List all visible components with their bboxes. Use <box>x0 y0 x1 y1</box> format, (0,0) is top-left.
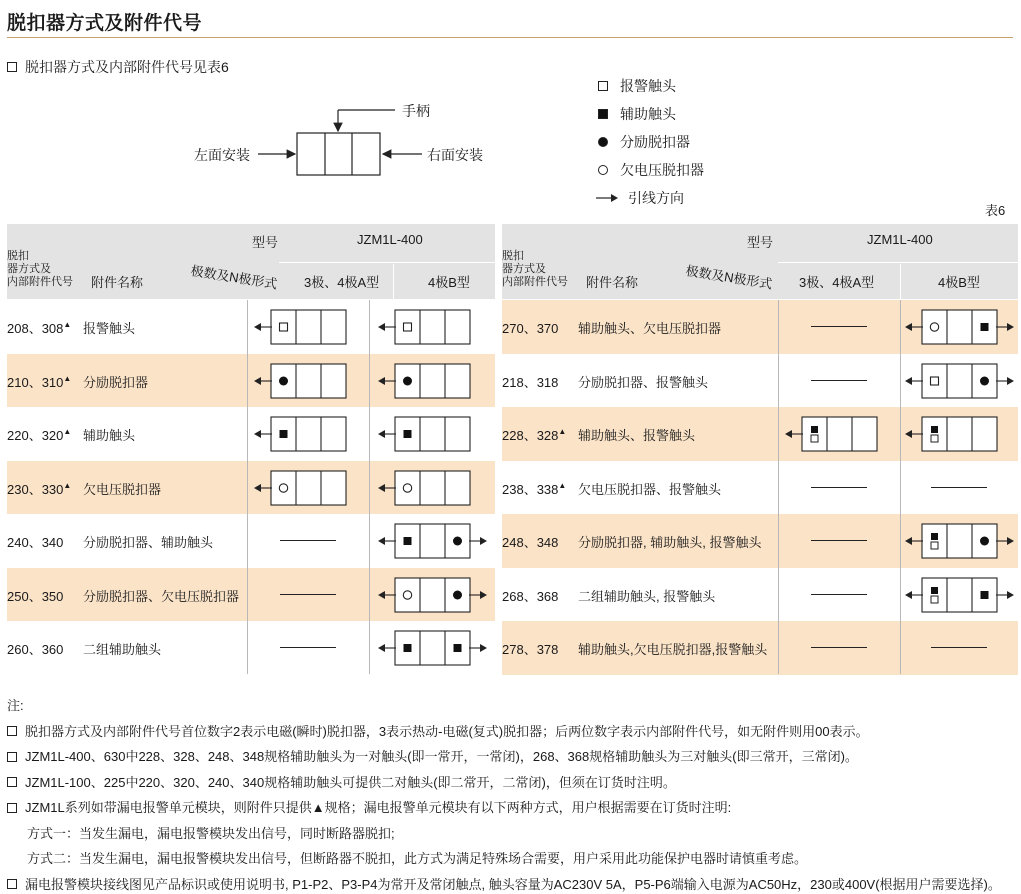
mounting-diagram-svg <box>190 98 500 188</box>
note-text: JZM1L-400、630中228、328、248、348规格辅助触头为一对触头(即一常开，一常闭)，268、368规格辅助触头为三对触头(即三常开，三常闭)。 <box>25 749 858 764</box>
table-row <box>502 568 1018 622</box>
alarm-module-mark: ▲ <box>63 427 72 436</box>
open-circle-icon <box>598 165 608 175</box>
intro-text: 脱扣器方式及内部附件代号见表6 <box>25 59 229 75</box>
bullet-square-icon <box>7 879 17 889</box>
arrow-left-icon <box>254 377 261 385</box>
arrow-left-icon <box>905 537 912 545</box>
arrow-right-icon <box>480 591 487 599</box>
filled-square-icon <box>404 537 412 545</box>
poles-label: 极数及N极形式 <box>189 263 279 292</box>
filled-square-icon <box>404 644 412 652</box>
legend-label: 辅助触头 <box>620 106 676 122</box>
breaker-symbol <box>247 407 369 461</box>
row-code: 208、308▲ <box>7 320 72 336</box>
note-item <box>7 744 1001 770</box>
filled-circle-icon <box>403 376 412 385</box>
filled-square-icon <box>931 426 938 433</box>
col-divider <box>900 300 901 674</box>
cell-type-a <box>247 461 369 515</box>
arrow-left-icon <box>254 484 261 492</box>
header-divider <box>279 262 495 263</box>
note-item <box>7 872 1001 894</box>
title-divider <box>7 37 1013 38</box>
arrow-right-icon <box>480 537 487 545</box>
none-dash <box>280 647 336 648</box>
arrow-left-icon <box>378 591 385 599</box>
cell-type-b <box>900 300 1018 354</box>
arrow-left-icon <box>378 430 385 438</box>
row-code: 260、360 <box>7 642 64 657</box>
filled-circle-icon <box>980 376 989 385</box>
none-dash <box>280 594 336 595</box>
bullet-square-icon <box>7 726 17 736</box>
notes-heading: 注: <box>7 698 24 713</box>
note-text: JZM1L系列如带漏电报警单元模块，则附件只提供▲规格；漏电报警单元模块有以下两种方式，用户根据需要在订货时注明: <box>25 800 732 815</box>
arrow-right-icon <box>480 644 487 652</box>
cell-type-b <box>369 461 495 515</box>
row-code: 220、320▲ <box>7 427 72 443</box>
cell-type-b <box>900 354 1018 408</box>
arrow-right-icon <box>1007 537 1014 545</box>
right-mount-label: 右面安装 <box>427 147 483 163</box>
row-accessory-name: 二组辅助触头 <box>83 642 162 657</box>
breaker-symbol <box>900 407 1018 461</box>
cell-type-b <box>369 407 495 461</box>
alarm-module-mark: ▲ <box>558 427 567 436</box>
arrow-left-icon <box>378 644 385 652</box>
none-dash <box>811 540 867 541</box>
left-mount-label: 左面安装 <box>194 147 250 163</box>
open-circle-icon <box>403 590 411 598</box>
model-name: JZM1L-400 <box>357 232 423 247</box>
filled-square-icon <box>981 323 989 331</box>
col-divider <box>247 300 248 674</box>
open-square-icon <box>931 596 938 603</box>
bullet-square-icon <box>7 803 17 813</box>
code-label-line: 器方式及 <box>502 263 546 275</box>
code-label <box>502 250 568 289</box>
row-code: 250、350 <box>7 588 64 604</box>
arrow-left-icon <box>254 323 261 331</box>
table-row <box>502 407 1018 461</box>
filled-square-icon <box>280 430 288 438</box>
breaker-symbol <box>247 354 369 408</box>
alarm-module-mark: ▲ <box>63 480 72 490</box>
header-col-divider <box>900 264 901 300</box>
row-accessory-name: 辅助触头,欠电压脱扣器,报警触头 <box>578 642 768 657</box>
open-circle-icon <box>930 323 938 331</box>
breaker-symbol <box>900 514 1018 568</box>
open-square-icon <box>931 542 938 549</box>
arrow-left-icon <box>378 537 385 545</box>
row-accessory-name: 辅助触头 <box>83 428 136 443</box>
table-row <box>7 621 495 675</box>
header-divider <box>778 262 1018 263</box>
row-code: 278、378 <box>502 642 559 657</box>
row-accessory-name: 欠电压脱扣器 <box>83 481 162 497</box>
table-row <box>7 407 495 461</box>
filled-circle-icon <box>453 590 462 599</box>
filled-square-icon <box>404 430 412 438</box>
cell-type-b <box>900 407 1018 461</box>
cell-type-a <box>778 354 900 408</box>
model-label: 型号 <box>747 235 774 250</box>
breaker-symbol <box>900 354 1018 408</box>
filled-square-icon <box>454 644 462 652</box>
arrow-left-icon <box>378 377 385 385</box>
legend-label: 欠电压脱扣器 <box>620 162 704 178</box>
arrow-right-icon <box>1007 377 1014 385</box>
mounting-diagram <box>190 98 500 188</box>
cell-type-a <box>247 621 369 675</box>
symbol-legend <box>596 72 704 212</box>
page-title: 脱扣器方式及附件代号 <box>7 13 203 34</box>
table-row <box>502 461 1018 515</box>
row-accessory-name: 报警触头 <box>83 321 136 336</box>
breaker-symbol <box>369 300 495 354</box>
filled-circle-icon <box>598 137 608 147</box>
arrow-left-icon <box>905 377 912 385</box>
code-label <box>7 250 73 289</box>
code-label-line: 内部附件代号 <box>502 276 568 288</box>
row-code: 240、340 <box>7 535 64 550</box>
breaker-symbol <box>369 354 495 408</box>
open-square-icon <box>280 323 288 331</box>
poles-label: 极数及N极形式 <box>684 263 774 292</box>
cell-type-b <box>369 568 495 622</box>
none-dash <box>931 647 987 648</box>
legend-item-undervoltage <box>596 156 704 184</box>
row-code: 218、318 <box>502 374 559 390</box>
bullet-square-icon <box>7 777 17 787</box>
cell-type-b <box>900 568 1018 622</box>
code-label-line: 脱扣 <box>502 250 524 262</box>
table-row <box>502 514 1018 568</box>
row-accessory-name: 辅助触头、欠电压脱扣器 <box>578 321 722 336</box>
accessory-table-right <box>502 224 1018 675</box>
cell-type-a <box>778 300 900 354</box>
note-item <box>7 719 1001 745</box>
row-accessory-name: 分励脱扣器、欠电压脱扣器 <box>83 588 240 604</box>
cell-type-a <box>778 461 900 515</box>
cell-type-b <box>369 514 495 568</box>
row-code: 210、310▲ <box>7 373 72 390</box>
legend-label: 引线方向 <box>628 190 684 206</box>
row-accessory-name: 辅助触头、报警触头 <box>578 428 696 443</box>
cell-type-a <box>247 568 369 622</box>
col-a-label: 3极、4极A型 <box>799 275 875 290</box>
table-row <box>7 354 495 408</box>
breaker-symbol <box>778 407 900 461</box>
cell-type-b <box>369 300 495 354</box>
legend-item-aux <box>596 100 704 128</box>
open-square-icon <box>404 323 412 331</box>
open-square-icon <box>931 435 938 442</box>
arrow-left-icon <box>378 484 385 492</box>
breaker-body <box>922 417 997 451</box>
col-a-label: 3极、4极A型 <box>304 275 380 290</box>
alarm-module-mark: ▲ <box>558 480 567 490</box>
cell-type-b <box>900 621 1018 675</box>
row-accessory-name: 分励脱扣器 <box>83 374 149 390</box>
row-accessory-name: 分励脱扣器、辅助触头 <box>83 535 214 550</box>
table-row <box>7 461 495 515</box>
filled-square-icon <box>981 591 989 599</box>
breaker-symbol <box>247 300 369 354</box>
row-accessory-name: 分励脱扣器、报警触头 <box>578 374 709 390</box>
cell-type-a <box>778 621 900 675</box>
table-caption: 表6 <box>985 203 1006 218</box>
row-accessory-name: 二组辅助触头, 报警触头 <box>578 588 716 604</box>
filled-square-icon <box>811 426 818 433</box>
legend-item-shunt <box>596 128 704 156</box>
cell-type-a <box>778 514 900 568</box>
alarm-module-mark: ▲ <box>63 320 72 329</box>
none-dash <box>811 326 867 327</box>
arrow-left-icon <box>378 323 385 331</box>
filled-circle-icon <box>453 537 462 546</box>
header-col-divider <box>393 264 394 300</box>
note-subitem: 方式二：当发生漏电，漏电报警模块发出信号，但断路器不脱扣，此方式为满足特殊场合需要，用户采用此功能保护电器时请慎重考虑。 <box>27 851 808 866</box>
accessory-label: 附件名称 <box>91 275 144 290</box>
col-divider <box>369 300 370 674</box>
table-row <box>7 300 495 354</box>
note-text: JZM1L-100、225中220、320、240、340规格辅助触头可提供二对触头(即二常开，二常闭)，但须在订货时注明。 <box>25 774 676 790</box>
legend-item-lead <box>596 184 704 212</box>
breaker-symbol <box>900 568 1018 622</box>
arrow-right-icon <box>1007 323 1014 331</box>
arrow-left-icon <box>254 430 261 438</box>
col-divider <box>778 300 779 674</box>
code-label-line: 器方式及 <box>7 263 51 275</box>
row-code: 230、330▲ <box>7 480 72 497</box>
filled-square-icon <box>931 587 938 594</box>
table-row <box>502 354 1018 408</box>
open-circle-icon <box>403 483 411 491</box>
note-text: 漏电报警模块接线图见产品标识或使用说明书, P1-P2、P3-P4为常开及常闭触点, 触头容量为AC230V 5A，P5-P6端输入电源为AC50Hz，230或400V(根据用户需要选择)。 <box>25 876 1001 892</box>
cell-type-a <box>247 514 369 568</box>
row-code: 228、328▲ <box>502 427 567 443</box>
bullet-square-icon <box>7 752 17 762</box>
note-item <box>7 770 1001 796</box>
legend-label: 报警触头 <box>620 78 676 94</box>
col-b-label: 4极B型 <box>428 275 470 290</box>
col-b-label: 4极B型 <box>938 275 980 290</box>
bullet-square-icon <box>7 62 17 72</box>
filled-circle-icon <box>980 537 989 546</box>
table-row <box>502 300 1018 354</box>
row-code: 268、368 <box>502 588 559 604</box>
cell-type-a <box>778 568 900 622</box>
breaker-symbol <box>369 568 495 622</box>
open-circle-icon <box>279 483 287 491</box>
filled-circle-icon <box>279 376 288 385</box>
cell-type-b <box>369 354 495 408</box>
model-label: 型号 <box>252 235 279 250</box>
breaker-symbol <box>900 300 1018 354</box>
legend-label: 分励脱扣器 <box>620 134 690 150</box>
table-row <box>7 568 495 622</box>
arrow-left-icon <box>785 430 792 438</box>
table-row <box>502 621 1018 675</box>
breaker-symbol <box>247 461 369 515</box>
arrow-right-icon <box>1007 591 1014 599</box>
cell-type-a <box>247 300 369 354</box>
note-text: 脱扣器方式及内部附件代号首位数字2表示电磁(瞬时)脱扣器，3表示热动-电磁(复式)脱扣器；后两位数字表示内部附件代号，如无附件则用00表示。 <box>25 723 869 739</box>
accessory-label: 附件名称 <box>586 275 639 290</box>
notes <box>7 693 1001 894</box>
none-dash <box>811 380 867 381</box>
open-square-icon <box>811 435 818 442</box>
table-header <box>502 224 1018 300</box>
handle-label: 手柄 <box>402 103 430 119</box>
cell-type-b <box>900 461 1018 515</box>
cell-type-a <box>778 407 900 461</box>
note-item <box>7 795 1001 821</box>
none-dash <box>931 487 987 488</box>
breaker-symbol <box>369 621 495 675</box>
row-code: 238、338▲ <box>502 480 567 497</box>
table-header <box>7 224 495 300</box>
model-name: JZM1L-400 <box>867 232 933 247</box>
legend-item-alarm <box>596 72 704 100</box>
cell-type-b <box>369 621 495 675</box>
rows-left <box>7 300 495 675</box>
row-code: 270、370 <box>502 321 559 336</box>
filled-square-icon <box>598 109 608 119</box>
accessory-table-left <box>7 224 495 675</box>
cell-type-a <box>247 407 369 461</box>
open-square-icon <box>931 377 939 385</box>
code-label-line: 脱扣 <box>7 250 29 262</box>
code-label-line: 内部附件代号 <box>7 276 73 288</box>
arrow-left-icon <box>905 591 912 599</box>
arrow-left-icon <box>905 430 912 438</box>
arrow-right-icon <box>596 193 618 203</box>
open-square-icon <box>598 81 608 91</box>
row-code: 248、348 <box>502 535 559 550</box>
breaker-symbol <box>369 407 495 461</box>
alarm-module-mark: ▲ <box>63 373 72 383</box>
filled-square-icon <box>931 533 938 540</box>
row-accessory-name: 分励脱扣器, 辅助触头, 报警触头 <box>578 535 762 550</box>
rows-right <box>502 300 1018 675</box>
cell-type-a <box>247 354 369 408</box>
arrow-left-icon <box>905 323 912 331</box>
none-dash <box>811 594 867 595</box>
table-row <box>7 514 495 568</box>
breaker-body <box>802 417 877 451</box>
breaker-symbol <box>369 461 495 515</box>
note-subitem: 方式一：当发生漏电，漏电报警模块发出信号，同时断路器脱扣; <box>27 825 395 841</box>
none-dash <box>811 487 867 488</box>
row-accessory-name: 欠电压脱扣器、报警触头 <box>578 481 722 497</box>
cell-type-b <box>900 514 1018 568</box>
breaker-symbol <box>369 514 495 568</box>
intro-line <box>7 57 229 77</box>
none-dash <box>811 647 867 648</box>
none-dash <box>280 540 336 541</box>
